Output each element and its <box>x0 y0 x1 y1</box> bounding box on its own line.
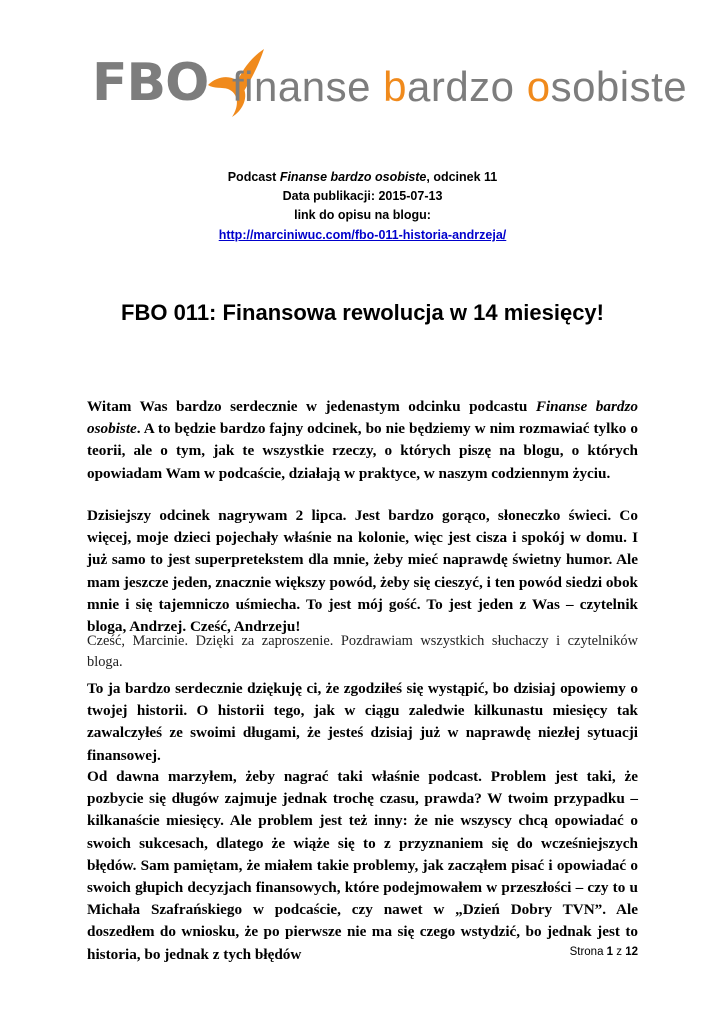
current-page: 1 <box>606 946 614 958</box>
page-separator: z <box>613 946 626 958</box>
blog-link[interactable]: http://marciniwuc.com/fbo-011-historia-andrzeja/ <box>218 228 507 242</box>
logo-letter-b: b <box>383 63 407 110</box>
page-number <box>570 946 638 958</box>
podcast-prefix: Podcast <box>227 170 280 184</box>
publication-date: Data publikacji: 2015-07-13 <box>282 189 443 203</box>
fbo-logo <box>92 45 688 125</box>
paragraph-4: To ja bardzo serdecznie dziękuję ci, że zgodziłeś się wystąpić, bo dzisiaj opowiemy o twojej historii. O historii tego, jak w ciągu zaledwie kilkunastu miesięcy tak zawalczyłeś ze swoimi długami, że jesteś dzisiaj już w naprawdę niezłej sytuacji finansowej. <box>87 680 638 764</box>
paragraph-2: Dzisiejszy odcinek nagrywam 2 lipca. Jest bardzo gorąco, słoneczko świeci. Co więcej, moje dzieci pojechały właśnie na kolonie, więc jest cisza i spokój w domu. I już samo to jest superpretekstem dla mnie, żeby mieć naprawdę świetny humor. Ale mam jeszcze jeden, znacznie większy powód, żeby się cieszyć, i ten powód siedzi obok mnie i się tajemniczo uśmiecha. To jest mój gość. To jest jeden z Was – czytelnik bloga, Andrzej. Cześć, Andrzeju! <box>87 507 638 636</box>
total-pages: 12 <box>625 946 638 958</box>
logo-word-ardzo: ardzo <box>406 63 515 110</box>
logo-word-sobiste: sobiste <box>550 63 688 110</box>
logo-wordmark <box>232 63 687 111</box>
logo-letter-o: o <box>526 63 551 110</box>
page-label: Strona <box>569 946 607 958</box>
logo-word-finanse: finanse <box>232 63 371 110</box>
episode-number: , odcinek 11 <box>426 170 498 184</box>
podcast-line <box>0 170 725 184</box>
paragraph-1-part-b: . A to będzie bardzo fajny odcinek, bo nie będziemy w nim rozmawiać tylko o teorii, ale o tym, jak te wszystkie rzeczy, o których piszę na blogu, o których opowiadam Wam w podcaście, działają w praktyce, w naszym codziennym życiu. <box>87 420 638 482</box>
blog-link-row <box>0 228 725 242</box>
blog-link-label: link do opisu na blogu: <box>294 208 431 222</box>
paragraph-5: Od dawna marzyłem, żeby nagrać taki właśnie podcast. Problem jest taki, że pozbycie się długów zajmuje jednak trochę czasu, prawda? W twoim przypadku – kilkanaście miesięcy. Ale problem jest też inny: że nie wszyscy chcą opowiadać o swoich sukcesach, dlatego że wiąże się to z przyznaniem się do wcześniejszych błędów. Sam pamiętam, że miałem takie problemy, jak zacząłem pisać i opowiadać o swoich głupich decyzjach finansowych, które podejmowałem w przeszłości – czy to u Michała Szafrańskiego w podcaście, czy nawet w „Dzień Dobry TVN”. Ale doszedłem do wniosku, że po pierwsze nie ma się czego wstydzić, bo jednak jest to historia, bo jednak z tych błędów <box>87 768 638 963</box>
podcast-name: Finanse bardzo osobiste <box>279 170 427 184</box>
logo-fbo-letters: FBO <box>92 53 209 113</box>
paragraph-1 <box>87 396 638 485</box>
document-title: FBO 011: Finansowa rewolucja w 14 miesięcy! <box>121 300 604 325</box>
paragraph-3-guest: Cześć, Marcinie. Dzięki za zaproszenie. Pozdrawiam wszystkich słuchaczy i czytelników bloga. <box>87 633 638 670</box>
paragraph-1-podcast-name: Finanse bardzo osobiste <box>87 398 638 438</box>
paragraph-1-part-a: Witam Was bardzo serdecznie w jedenastym odcinku podcastu <box>87 398 536 415</box>
